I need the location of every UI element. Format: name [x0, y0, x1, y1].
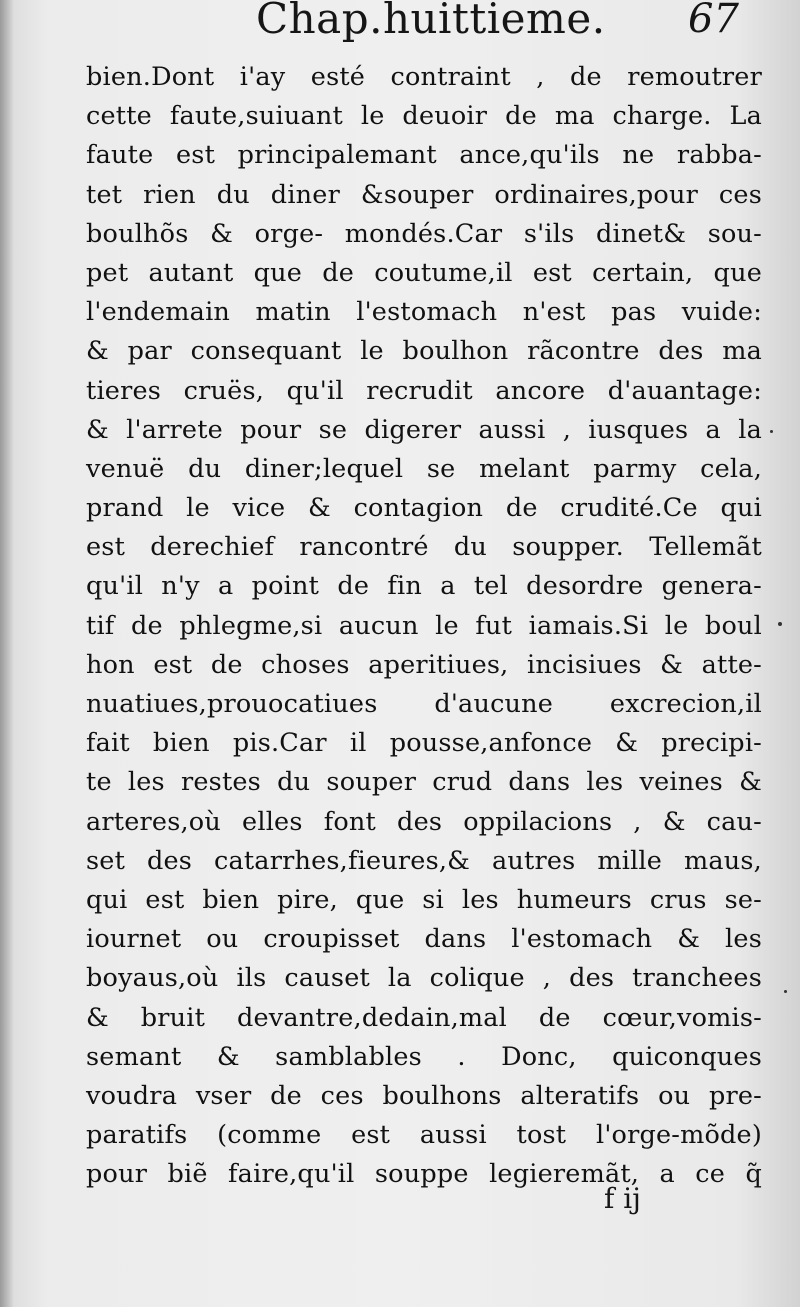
text-line: qu'il n'y a point de fin a tel desordre genera- — [86, 571, 762, 602]
page-number: 67 — [688, 0, 739, 42]
ink-speck — [784, 990, 787, 993]
text-line: pour biẽ faire,qu'il souppe legieremãt, a ce q̃ — [86, 1159, 762, 1190]
text-line: fait bien pis.Car il pousse,anfonce & precipi- — [86, 728, 762, 759]
text-line: boyaus,où ils causet la colique , des tranchees — [86, 963, 762, 994]
text-line: boulhõs & orge- mondés.Car s'ils dinet& sou- — [86, 218, 762, 249]
body-text — [86, 58, 776, 1194]
text-line: prand le vice & contagion de crudité.Ce qui — [86, 493, 762, 524]
text-line: paratifs (comme est aussi tost l'orge-mõde) — [86, 1120, 762, 1151]
text-line: voudra vser de ces boulhons alteratifs ou pre- — [86, 1080, 762, 1111]
text-line: set des catarrhes,fieures,& autres mille maus, — [86, 845, 762, 876]
text-line: nuatiues,prouocatiues d'aucune excrecion,il — [86, 689, 762, 719]
text-line: te les restes du souper crud dans les veines & — [86, 767, 762, 798]
text-line: l'endemain matin l'estomach n'est pas vuide: — [86, 297, 762, 328]
running-head — [0, 0, 800, 60]
text-line: & l'arrete pour se digerer aussi , iusques a la — [86, 414, 762, 445]
page-gutter-shadow — [0, 0, 14, 1307]
text-line: arteres,où elles font des oppilacions , & cau- — [86, 806, 762, 837]
text-line: qui est bien pire, que si les humeurs crus se- — [86, 884, 762, 915]
ink-speck — [778, 622, 782, 626]
text-line: & bruit devantre,dedain,mal de cœur,vomis- — [86, 1002, 762, 1033]
text-line: cette faute,suiuant le deuoir de ma charge. La — [86, 101, 762, 132]
text-line: & par consequant le boulhon rãcontre des ma — [86, 336, 762, 367]
text-line: venuë du diner;lequel se melant parmy cela, — [86, 453, 762, 484]
ink-speck — [770, 430, 773, 433]
text-line: iournet ou croupisset dans l'estomach & les — [86, 924, 762, 955]
text-line: faute est principalemant ance,qu'ils ne rabba- — [86, 140, 762, 171]
text-line: tieres cruës, qu'il recrudit ancore d'auantage: — [86, 375, 762, 406]
text-line: hon est de choses aperitiues, incisiues & atte- — [86, 649, 762, 680]
text-line: pet autant que de coutume,il est certain, que — [86, 257, 762, 288]
chapter-title: Chap.huittieme. — [256, 0, 606, 43]
text-line: tet rien du diner &souper ordinaires,pour ces — [86, 179, 762, 210]
text-line: tif de phlegme,si aucun le fut iamais.Si le boul — [86, 610, 762, 641]
text-line: est derechief rancontré du soupper. Tellemãt — [86, 532, 762, 563]
text-line: bien.Dont i'ay esté contraint , de remoutrer — [86, 62, 762, 92]
text-line: semant & samblables . Donc, quiconques — [86, 1041, 762, 1072]
signature-mark: f ij — [604, 1182, 641, 1215]
